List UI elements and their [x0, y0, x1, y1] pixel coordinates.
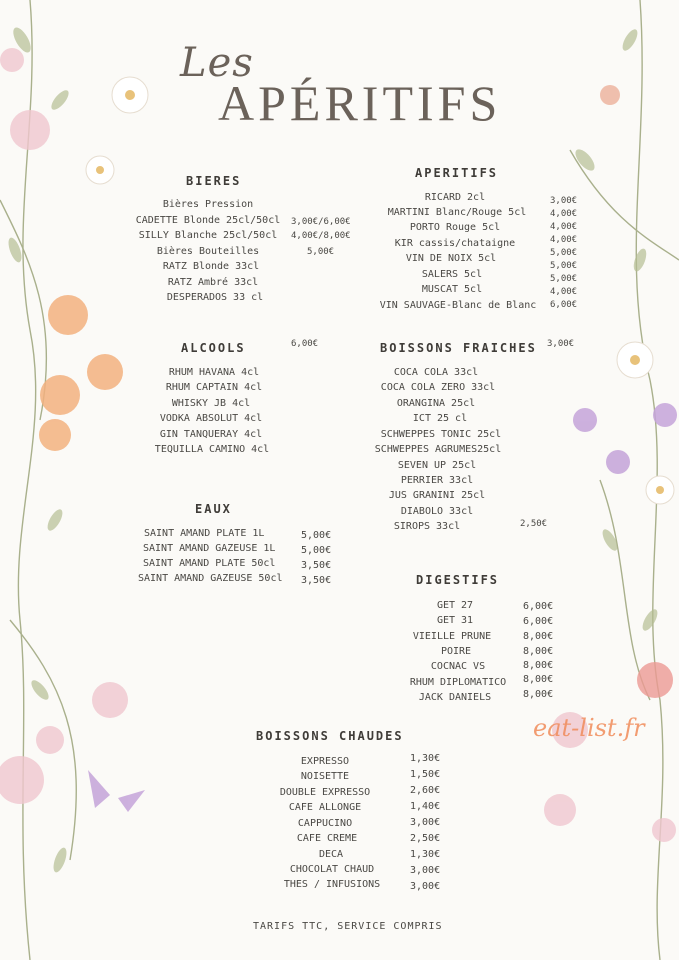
aperitifs-item: MARTINI Blanc/Rouge 5cl — [387, 207, 527, 218]
bieres-price: 3,00€/6,00€ — [291, 217, 351, 227]
eaux-item: SAINT AMAND GAZEUSE 50cl — [138, 573, 283, 584]
aperitifs-price: 5,00€ — [550, 261, 578, 271]
boissons-fraiches-item: PERRIER 33cl — [400, 475, 474, 486]
boissons-fraiches-price: 3,00€ — [547, 339, 575, 349]
bieres-item: SILLY Blanche 25cl/50cl — [138, 230, 278, 241]
aperitifs-price: 3,00€ — [550, 196, 578, 206]
digestifs-item: GET 27 — [436, 600, 474, 611]
boissons-chaudes-item: CAFE CREME — [296, 833, 358, 844]
boissons-chaudes-price: 1,40€ — [410, 801, 441, 812]
bieres-item: Bières Pression — [162, 199, 254, 210]
aperitifs-price: 6,00€ — [550, 300, 578, 310]
section-title-bieres: BIERES — [186, 174, 242, 188]
bieres-item: DESPERADOS 33 cl — [166, 292, 264, 303]
boissons-chaudes-price: 3,00€ — [410, 881, 441, 892]
alcools-item: RHUM CAPTAIN 4cl — [165, 382, 263, 393]
title-script: Les — [180, 40, 254, 86]
boissons-chaudes-item: CAFE ALLONGE — [288, 802, 362, 813]
aperitifs-item: VIN SAUVAGE-Blanc de Blanc — [379, 300, 537, 311]
boissons-fraiches-item: COCA COLA ZERO 33cl — [380, 382, 496, 393]
boissons-fraiches-item: DIABOLO 33cl — [400, 506, 474, 517]
boissons-fraiches-item: SIROPS 33cl — [393, 521, 461, 532]
aperitifs-price: 4,00€ — [550, 235, 578, 245]
footer-note: TARIFS TTC, SERVICE COMPRIS — [253, 921, 443, 932]
alcools-item: TEQUILLA CAMINO 4cl — [154, 444, 270, 455]
boissons-fraiches-item: COCA COLA 33cl — [393, 367, 479, 378]
boissons-fraiches-item: SCHWEPPES TONIC 25cl — [380, 429, 502, 440]
alcools-item: WHISKY JB 4cl — [171, 398, 251, 409]
boissons-chaudes-price: 2,50€ — [410, 833, 441, 844]
boissons-fraiches-price-sirops: 2,50€ — [520, 519, 548, 529]
boissons-fraiches-item: ICT 25 cl — [412, 413, 468, 424]
digestifs-price: 8,00€ — [523, 674, 554, 685]
aperitifs-price: 4,00€ — [550, 222, 578, 232]
eaux-item: SAINT AMAND GAZEUSE 1L — [143, 543, 276, 554]
boissons-fraiches-item: ORANGINA 25cl — [396, 398, 476, 409]
digestifs-item: GET 31 — [436, 615, 474, 626]
digestifs-price: 8,00€ — [523, 646, 554, 657]
bieres-item: RATZ Blonde 33cl — [162, 261, 260, 272]
digestifs-item: JACK DANIELS — [418, 692, 492, 703]
aperitifs-item: MUSCAT 5cl — [421, 284, 483, 295]
digestifs-price: 8,00€ — [523, 631, 554, 642]
eaux-price: 5,00€ — [301, 530, 332, 541]
boissons-fraiches-item: JUS GRANINI 25cl — [388, 490, 486, 501]
boissons-chaudes-item: CAPPUCINO — [297, 818, 353, 829]
alcools-item: VODKA ABSOLUT 4cl — [159, 413, 263, 424]
boissons-chaudes-price: 1,30€ — [410, 849, 441, 860]
aperitifs-item: RICARD 2cl — [424, 192, 486, 203]
digestifs-price: 8,00€ — [523, 689, 554, 700]
eaux-price: 3,50€ — [301, 575, 332, 586]
boissons-chaudes-item: CHOCOLAT CHAUD — [289, 864, 375, 875]
alcools-price: 6,00€ — [291, 339, 319, 349]
digestifs-price: 6,00€ — [523, 601, 554, 612]
digestifs-item: RHUM DIPLOMATICO — [409, 677, 507, 688]
aperitifs-item: PORTO Rouge 5cl — [409, 222, 501, 233]
bieres-price: 5,00€ — [307, 247, 335, 257]
boissons-chaudes-price: 1,30€ — [410, 753, 441, 764]
boissons-fraiches-item: SEVEN UP 25cl — [397, 460, 477, 471]
digestifs-item: POIRE — [440, 646, 472, 657]
digestifs-price: 6,00€ — [523, 616, 554, 627]
aperitifs-item: SALERS 5cl — [421, 269, 483, 280]
boissons-chaudes-item: NOISETTE — [300, 771, 350, 782]
boissons-chaudes-item: DOUBLE EXPRESSO — [279, 787, 371, 798]
aperitifs-price: 4,00€ — [550, 209, 578, 219]
boissons-fraiches-item: SCHWEPPES AGRUMES25cl — [374, 444, 502, 455]
bieres-item: RATZ Ambré 33cl — [167, 277, 259, 288]
boissons-chaudes-item: DECA — [318, 849, 344, 860]
aperitifs-item: VIN DE NOIX 5cl — [405, 253, 497, 264]
aperitifs-price: 5,00€ — [550, 274, 578, 284]
eaux-item: SAINT AMAND PLATE 50cl — [143, 558, 276, 569]
section-title-boissons-fraiches: BOISSONS FRAICHES — [380, 341, 537, 355]
boissons-chaudes-item: THES / INFUSIONS — [283, 879, 381, 890]
boissons-chaudes-price: 3,00€ — [410, 817, 441, 828]
boissons-chaudes-item: EXPRESSO — [300, 756, 350, 767]
aperitifs-price: 5,00€ — [550, 248, 578, 258]
digestifs-price: 8,00€ — [523, 660, 554, 671]
eaux-price: 3,50€ — [301, 560, 332, 571]
section-title-alcools: ALCOOLS — [181, 341, 246, 355]
boissons-chaudes-price: 2,60€ — [410, 785, 441, 796]
section-title-aperitifs: APERITIFS — [415, 166, 499, 180]
section-title-digestifs: DIGESTIFS — [416, 573, 500, 587]
section-title-eaux: EAUX — [195, 502, 232, 516]
digestifs-item: VIEILLE PRUNE — [412, 631, 492, 642]
bieres-item: CADETTE Blonde 25cl/50cl — [135, 215, 281, 226]
digestifs-item: COCNAC VS — [430, 661, 486, 672]
eaux-price: 5,00€ — [301, 545, 332, 556]
aperitifs-price: 4,00€ — [550, 287, 578, 297]
boissons-chaudes-price: 1,50€ — [410, 769, 441, 780]
watermark: eat-list.fr — [533, 714, 645, 742]
section-title-boissons-chaudes: BOISSONS CHAUDES — [256, 729, 404, 743]
aperitifs-item: KIR cassis/chataigne — [394, 238, 516, 249]
boissons-chaudes-price: 3,00€ — [410, 865, 441, 876]
bieres-item: Bières Bouteilles — [156, 246, 260, 257]
page-title: APÉRITIFS — [218, 75, 502, 131]
eaux-item: SAINT AMAND PLATE 1L — [144, 528, 265, 539]
alcools-item: GIN TANQUERAY 4cl — [159, 429, 263, 440]
bieres-price: 4,00€/8,00€ — [291, 231, 351, 241]
alcools-item: RHUM HAVANA 4cl — [168, 367, 260, 378]
